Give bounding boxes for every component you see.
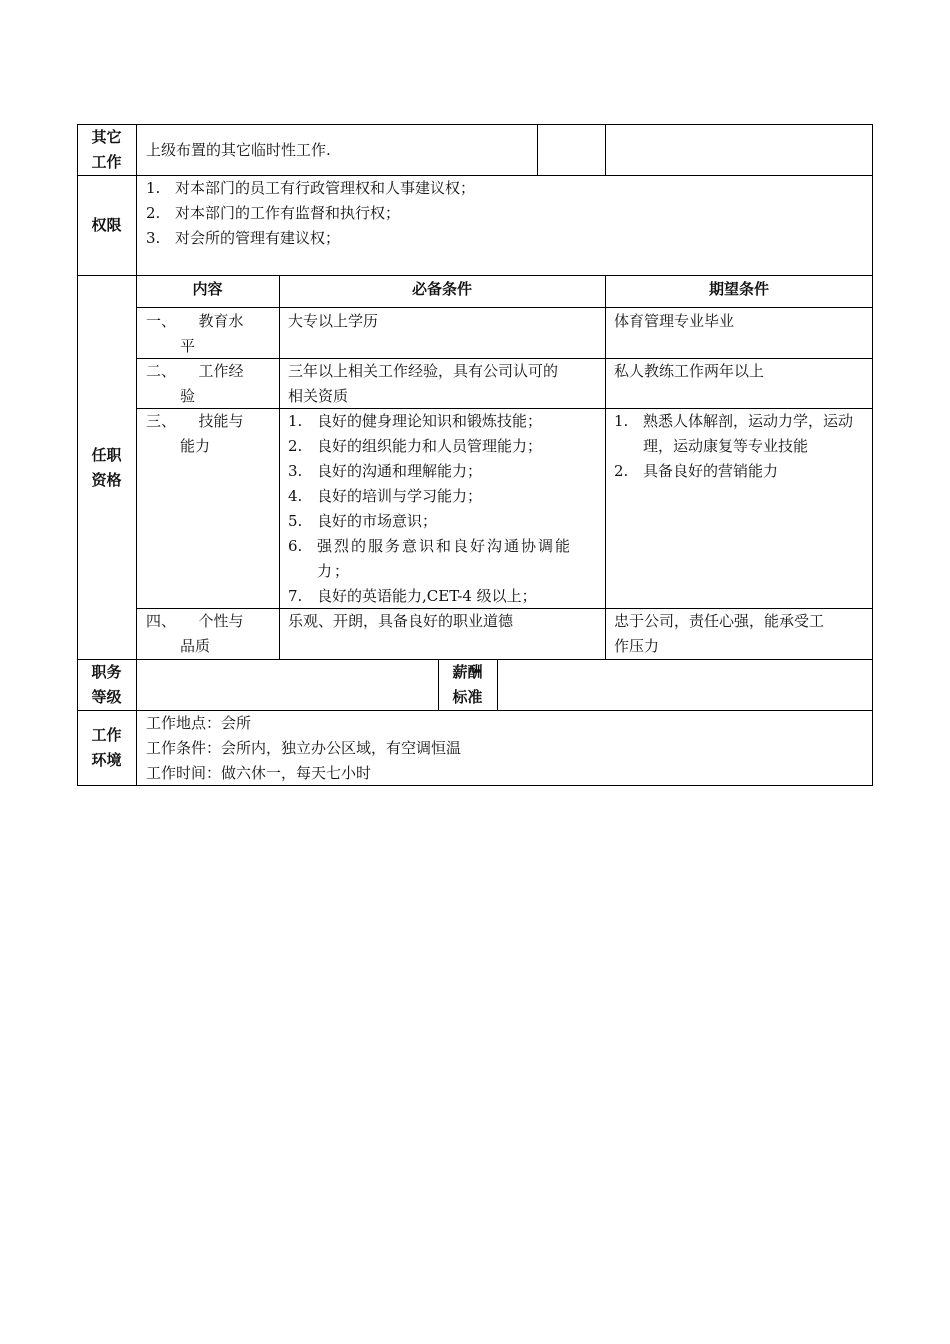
list-item: 2. 良好的组织能力和人员管理能力； xyxy=(288,437,543,455)
authority-list xyxy=(146,176,866,251)
col-divider xyxy=(279,275,280,659)
grade-label: 职务 等级 xyxy=(91,663,122,706)
other-work-label: 其它 工作 xyxy=(91,128,122,171)
list-item: 2. 对本部门的工作有监督和执行权； xyxy=(146,204,401,222)
list-item: 1. 良好的健身理论知识和锻炼技能； xyxy=(288,412,543,430)
header-content: 内容 xyxy=(192,280,223,298)
header-required: 必备条件 xyxy=(411,280,472,298)
environment-hours: 工作时间：做六休一，每天七小时 xyxy=(146,764,372,782)
required-personality: 乐观、开朗，具备良好的职业道德 xyxy=(288,612,514,630)
item-personality: 四、 个性与 品质 xyxy=(146,612,244,655)
item-skills: 三、 技能与 能力 xyxy=(146,412,244,455)
header-desired: 期望条件 xyxy=(708,280,769,298)
desired-personality: 忠于公司，责任心强，能承受工 作压力 xyxy=(614,612,825,655)
environment-conditions: 工作条件：会所内，独立办公区域，有空调恒温 xyxy=(146,739,462,757)
environment-location: 工作地点：会所 xyxy=(146,714,252,732)
list-item: 1. 对本部门的员工有行政管理权和人事建议权； xyxy=(146,179,476,197)
required-education: 大专以上学历 xyxy=(288,312,379,330)
salary-label: 薪酬 标准 xyxy=(452,663,483,706)
list-item: 5. 良好的市场意识； xyxy=(288,512,438,530)
qualifications-label: 任职 资格 xyxy=(91,446,122,489)
desired-experience: 私人教练工作两年以上 xyxy=(614,362,765,380)
list-item: 2. 具备良好的营销能力 xyxy=(614,462,779,480)
list-item: 4. 良好的培训与学习能力； xyxy=(288,487,483,505)
col-divider xyxy=(537,124,538,175)
label-column-divider xyxy=(136,124,137,786)
environment-content xyxy=(146,711,866,786)
list-item: 6. 强烈的服务意识和良好沟通协调能力； xyxy=(288,537,573,580)
row-divider xyxy=(77,275,873,276)
required-experience: 三年以上相关工作经验，具有公司认可的 相关资质 xyxy=(288,362,559,405)
other-work-content: 上级布置的其它临时性工作. xyxy=(146,141,331,159)
list-item: 1. 熟悉人体解剖，运动力学，运动理，运动康复等专业技能 xyxy=(614,412,854,455)
col-divider xyxy=(497,659,498,710)
list-item: 3. 良好的沟通和理解能力； xyxy=(288,462,483,480)
row-divider xyxy=(136,307,873,308)
col-divider xyxy=(605,124,606,175)
item-experience: 二、 工作经 验 xyxy=(146,362,244,405)
list-item: 7. 良好的英语能力,CET-4 级以上； xyxy=(288,587,537,605)
list-item: 3. 对会所的管理有建议权； xyxy=(146,229,341,247)
environment-label: 工作 环境 xyxy=(91,726,122,769)
authority-label: 权限 xyxy=(91,216,122,234)
desired-education: 体育管理专业毕业 xyxy=(614,312,735,330)
item-education: 一、 教育水 平 xyxy=(146,312,244,355)
desired-skills-list xyxy=(614,409,868,484)
col-divider xyxy=(605,275,606,659)
required-skills-list xyxy=(288,409,600,609)
